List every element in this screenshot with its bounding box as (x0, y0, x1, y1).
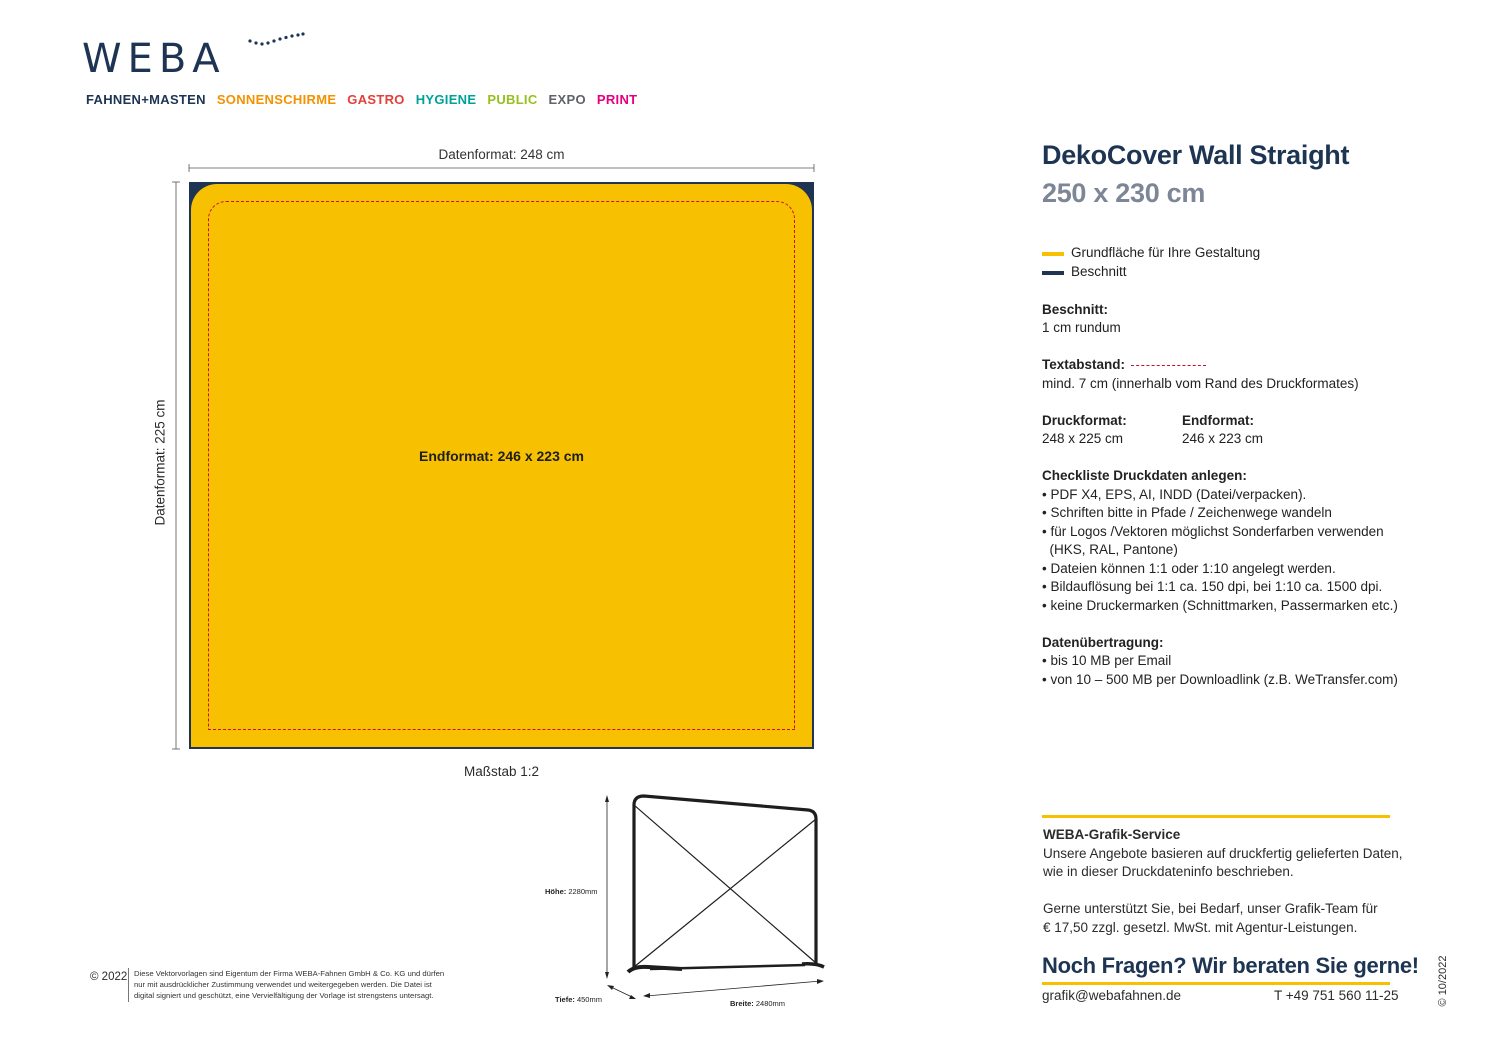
service-text: € 17,50 zzgl. gesetzl. MwSt. mit Agentur-Leistungen. (1043, 919, 1358, 935)
category-fahnen-masten: FAHNEN+MASTEN (86, 92, 206, 107)
spec-panel (1042, 244, 1422, 689)
category-print-label: PRINT (596, 92, 638, 107)
textabstand-heading-row (1042, 356, 1422, 375)
checklist-item: (HKS, RAL, Pantone) (1042, 542, 1178, 557)
service-text: Unsere Angebote basieren auf druckfertig gelieferten Daten, (1043, 845, 1403, 861)
endformat-label: Endformat: 246 x 223 cm (419, 448, 584, 464)
checklist-item: • Schriften bitte in Pfade / Zeichenwege wandeln (1042, 505, 1332, 520)
contact-email[interactable]: grafik@webafahnen.de (1042, 988, 1182, 1003)
contact-phone[interactable]: T +49 751 560 11-25 (1274, 988, 1399, 1003)
navy-swatch-icon (1042, 271, 1064, 275)
checklist-heading: Checkliste Druckdaten anlegen: (1042, 468, 1247, 483)
product-title: DekoCover Wall Straight (1042, 140, 1350, 170)
product-size: 250 x 230 cm (1042, 178, 1206, 208)
checklist-item: • für Logos /Vektoren möglichst Sonderfarben verwenden (1042, 523, 1384, 539)
service-heading: WEBA-Grafik-Service (1043, 827, 1181, 842)
frame-depth-value: 450mm (576, 995, 602, 1004)
checklist-item: • keine Druckermarken (Schnittmarken, Passermarken etc.) (1042, 597, 1398, 613)
frame-depth-label (555, 995, 602, 1004)
scale-label: Maßstab 1:2 (463, 764, 540, 779)
top-dimension-label: Datenformat: 248 cm (438, 147, 565, 162)
endformat-value: 246 x 223 cm (1182, 431, 1264, 446)
frame-width-key: Breite: (730, 999, 754, 1008)
frame-height-label (545, 887, 598, 896)
footer-divider (128, 968, 129, 1002)
dashed-line-icon (1131, 365, 1206, 366)
druckformat-heading: Druckformat: (1042, 412, 1127, 428)
disclaimer-line: nur mit ausdrücklicher Zustimmung verwendet und weitergegeben werden. Die Datei ist (134, 980, 432, 989)
textabstand-heading: Textabstand: (1042, 357, 1126, 372)
transfer-heading: Datenübertragung: (1042, 634, 1164, 650)
side-date-label: © 10/2022 (1437, 955, 1449, 1007)
legend-bleed-label: Beschnitt (1071, 264, 1127, 280)
druckformat-value: 248 x 225 cm (1042, 431, 1124, 446)
design-area (191, 184, 812, 747)
checklist-item: • Dateien können 1:1 oder 1:10 angelegt werden. (1042, 560, 1336, 576)
service-text: Gerne unterstützt Sie, bei Bedarf, unser Grafik-Team für (1043, 901, 1378, 916)
category-sonnenschirme: SONNENSCHIRME (216, 92, 337, 107)
endformat-heading: Endformat: (1182, 412, 1254, 428)
checklist-item: • Bildauflösung bei 1:1 ca. 150 dpi, bei 1:10 ca. 1500 dpi. (1042, 579, 1383, 594)
beschnitt-heading: Beschnitt: (1042, 301, 1109, 317)
safe-text-zone (208, 201, 795, 730)
disclaimer-line: digital signiert und geschützt, eine Vervielfältigung der Vorlage ist strengstens untersagt. (134, 991, 434, 1000)
copyright-year: © 2022 (90, 971, 128, 983)
beschnitt-text: 1 cm rundum (1042, 320, 1121, 335)
grafik-service (1043, 826, 1403, 937)
contact-headline: Noch Fragen? Wir beraten Sie gerne! (1042, 953, 1419, 978)
transfer-item: • von 10 – 500 MB per Downloadlink (z.B. WeTransfer.com) (1042, 671, 1398, 687)
category-expo: EXPO (548, 92, 586, 107)
side-date (1428, 955, 1458, 1007)
textabstand-text: mind. 7 cm (innerhalb vom Rand des Druckformates) (1042, 375, 1359, 391)
contact-divider (1042, 982, 1390, 985)
checklist-item: • PDF X4, EPS, AI, INDD (Datei/verpacken). (1042, 486, 1307, 502)
frame-width-label (730, 999, 785, 1008)
legend-design-area (1042, 244, 1422, 263)
format-row (1042, 412, 1422, 449)
frame-height-value: 2280mm (568, 887, 598, 896)
category-gastro: GASTRO (347, 92, 405, 107)
left-dimension-label: Datenformat: 225 cm (152, 399, 168, 526)
transfer-item: • bis 10 MB per Email (1042, 653, 1172, 668)
left-dimension (120, 399, 200, 526)
legend-design-label: Grundfläche für Ihre Gestaltung (1071, 245, 1261, 261)
frame-illustration (540, 785, 840, 1015)
yellow-swatch-icon (1042, 252, 1064, 256)
bleed-area (189, 182, 814, 749)
frame-height-key: Höhe: (545, 887, 567, 896)
weba-logo: WEBA (82, 36, 226, 82)
category-public: PUBLIC (487, 92, 538, 107)
service-divider (1042, 815, 1390, 818)
disclaimer-line: Diese Vektorvorlagen sind Eigentum der Firma WEBA-Fahnen GmbH & Co. KG und dürfen (134, 969, 445, 978)
frame-depth-key: Tiefe: (555, 995, 575, 1004)
category-hygiene: HYGIENE (415, 92, 477, 107)
service-text: wie in dieser Druckdateninfo beschrieben. (1043, 864, 1294, 879)
disclaimer (134, 968, 454, 1001)
legend-bleed (1042, 263, 1422, 282)
frame-width-value: 2480mm (755, 999, 786, 1008)
